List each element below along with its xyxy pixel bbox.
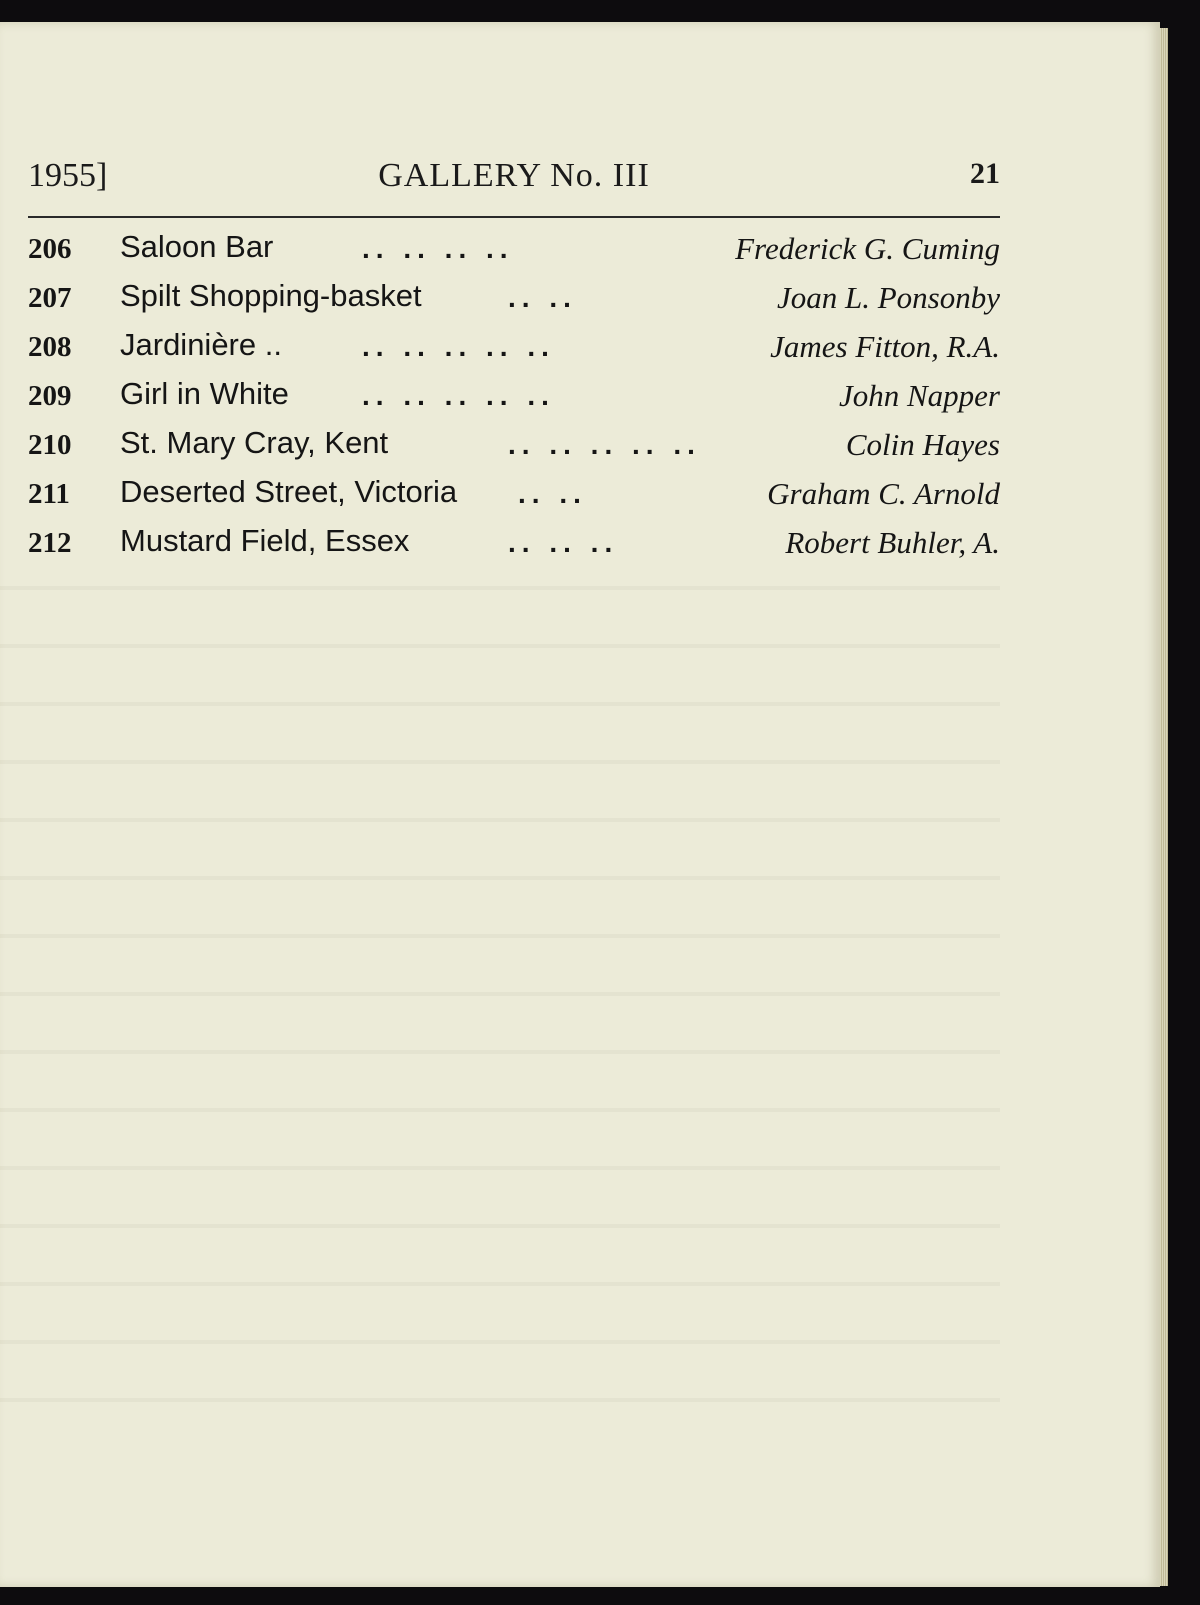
entry-number: 211 [28, 478, 70, 510]
leader-dots: .. .. .. .. [362, 233, 514, 264]
catalogue-list [0, 229, 1010, 572]
book-page [0, 22, 1160, 1587]
catalogue-entry [0, 327, 1010, 376]
show-through-text [0, 542, 1000, 1442]
entry-artist: Frederick G. Cuming [735, 231, 1000, 266]
entry-artist: Graham C. Arnold [767, 476, 1000, 511]
entry-artist: Colin Hayes [845, 427, 1000, 462]
catalogue-entry [0, 376, 1010, 425]
entry-artist: Robert Buhler, A. [785, 525, 1000, 560]
entry-number: 207 [28, 282, 72, 314]
catalogue-entry [0, 523, 1010, 572]
entry-title: Girl in White [120, 376, 289, 411]
leader-dots: .. .. .. [508, 527, 619, 558]
catalogue-entry [0, 229, 1010, 278]
header-year: 1955] [28, 157, 108, 194]
entry-number: 209 [28, 380, 72, 412]
entry-number: 206 [28, 233, 72, 265]
entry-title: Spilt Shopping-basket [120, 278, 422, 313]
entry-number: 210 [28, 429, 72, 461]
entry-artist: John Napper [838, 378, 1000, 413]
page-edge [1160, 28, 1168, 1586]
catalogue-entry [0, 278, 1010, 327]
entry-artist: James Fitton, R.A. [770, 329, 1000, 364]
header-rule [28, 216, 1000, 218]
page-title: GALLERY No. III [378, 157, 650, 194]
entry-title: Saloon Bar [120, 229, 274, 264]
entry-title: St. Mary Cray, Kent [120, 425, 389, 460]
entry-title: Jardinière .. [120, 327, 282, 362]
catalogue-entry [0, 425, 1010, 474]
leader-dots: .. .. [508, 282, 577, 313]
entry-number: 208 [28, 331, 72, 363]
page-number: 21 [970, 157, 1000, 190]
entry-artist: Joan L. Ponsonby [776, 280, 1000, 315]
entry-number: 212 [28, 527, 72, 559]
catalogue-entry [0, 474, 1010, 523]
entry-title: Mustard Field, Essex [120, 523, 410, 558]
leader-dots: .. .. .. .. .. [362, 380, 555, 411]
running-header [28, 157, 1000, 205]
leader-dots: .. .. .. .. .. [508, 429, 701, 460]
leader-dots: .. .. .. .. .. [362, 331, 555, 362]
leader-dots: .. .. [518, 478, 587, 509]
entry-title: Deserted Street, Victoria [120, 474, 458, 509]
